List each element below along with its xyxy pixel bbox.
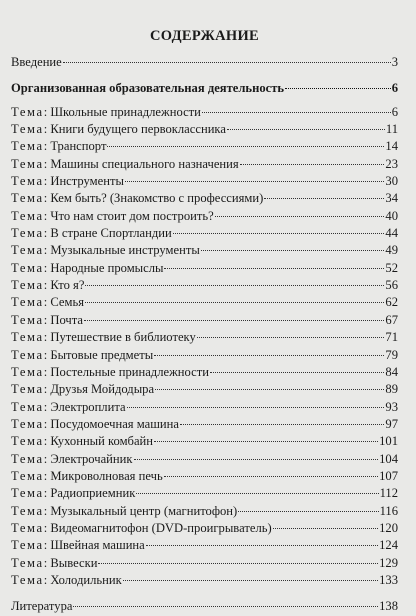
topic-prefix: Тема [11, 520, 44, 535]
toc-topic-entry[interactable] [11, 277, 398, 294]
topic-name: Транспорт [50, 139, 107, 154]
dot-leader [264, 198, 384, 199]
topic-name: Кухонный комбайн [50, 434, 154, 449]
dot-leader [134, 459, 379, 460]
toc-topic-entry[interactable] [11, 503, 398, 520]
toc-topic-entry[interactable] [11, 121, 398, 138]
toc-topic-entry[interactable] [11, 572, 398, 589]
toc-page-number: 67 [385, 312, 398, 327]
toc-page-number: 11 [385, 122, 398, 137]
dot-leader [125, 181, 384, 182]
topic-prefix: Тема [11, 382, 44, 397]
toc-section-label: Организованная образовательная деятельность [11, 81, 285, 96]
toc-topic-entry[interactable] [11, 485, 398, 502]
topic-name: Швейная машина [50, 538, 145, 553]
toc-page-number: 40 [385, 208, 398, 223]
dot-leader [240, 164, 385, 165]
toc-page-number: 6 [391, 81, 398, 96]
toc-entry-intro[interactable] [11, 54, 398, 71]
topic-prefix: Тема [11, 122, 44, 137]
toc-topic-label: Тема: Микроволновая печь [11, 468, 163, 483]
topic-prefix: Тема [11, 312, 44, 327]
topic-prefix: Тема [11, 104, 44, 119]
toc-topic-label: Тема: Почта [11, 312, 83, 327]
page-title: СОДЕРЖАНИЕ [149, 28, 260, 44]
dot-leader [146, 545, 378, 546]
toc-topic-label: Тема: Что нам стоит дом построить? [11, 208, 214, 223]
dot-leader [154, 355, 384, 356]
toc-topic-label: Тема: Посудомоечная машина [11, 416, 179, 431]
toc-topic-entry[interactable] [11, 294, 398, 311]
toc-topic-label: Тема: Электрочайник [11, 451, 133, 466]
dot-leader [215, 216, 385, 217]
toc-page-number: 138 [379, 599, 398, 614]
topic-prefix: Тема [11, 208, 44, 223]
toc-entry-literature[interactable] [11, 598, 398, 615]
topic-name: Почта [50, 312, 83, 327]
toc-topic-list [11, 104, 398, 590]
toc-topic-label: Тема: Музыкальный центр (магнитофон) [11, 503, 238, 518]
dot-leader [197, 337, 385, 338]
topic-prefix: Тема [11, 295, 44, 310]
dot-leader [107, 146, 384, 147]
toc-page-number: 124 [379, 538, 398, 553]
topic-name: Книги будущего первоклассника [50, 122, 226, 137]
toc-topic-label: Тема: Постельные принадлежности [11, 364, 209, 379]
toc-page-number: 116 [379, 503, 398, 518]
toc-page-number: 107 [379, 468, 398, 483]
topic-name: Видеомагнитофон (DVD-проигрыватель) [50, 520, 272, 535]
toc-topic-entry[interactable] [11, 381, 398, 398]
toc-page-number: 14 [385, 139, 398, 154]
topic-name: Школьные принадлежности [50, 104, 201, 119]
toc-topic-label: Тема: Музыкальные инструменты [11, 243, 200, 258]
dot-leader [98, 563, 378, 564]
toc-page-number: 79 [385, 347, 398, 362]
toc-topic-label: Тема: Народные промыслы [11, 260, 164, 275]
toc-topic-entry[interactable] [11, 260, 398, 277]
toc-page-number: 97 [385, 416, 398, 431]
toc-topic-entry[interactable] [11, 433, 398, 450]
toc-page-number: 104 [379, 451, 398, 466]
topic-name: Семья [50, 295, 84, 310]
toc-topic-entry[interactable] [11, 347, 398, 364]
topic-prefix: Тема [11, 503, 44, 518]
toc-topic-label: Тема: Швейная машина [11, 538, 145, 553]
dot-leader [136, 493, 378, 494]
toc-topic-entry[interactable] [11, 537, 398, 554]
topic-name: Машины специального назначения [50, 156, 239, 171]
toc-page-number: 129 [379, 555, 398, 570]
dot-leader [180, 424, 384, 425]
topic-name: Вывески [50, 555, 98, 570]
topic-name: Музыкальные инструменты [50, 243, 200, 258]
toc-topic-label: Тема: Машины специального назначения [11, 156, 239, 171]
topic-name: В стране Спортландии [50, 226, 172, 241]
topic-prefix: Тема [11, 555, 44, 570]
dot-leader [127, 407, 385, 408]
topic-name: Друзья Мойдодыра [50, 382, 155, 397]
toc-topic-entry[interactable] [11, 364, 398, 381]
toc-topic-entry[interactable] [11, 225, 398, 242]
topic-prefix: Тема [11, 330, 44, 345]
toc-topic-entry[interactable] [11, 242, 398, 259]
dot-leader [285, 88, 391, 89]
topic-name: Инструменты [50, 174, 124, 189]
topic-prefix: Тема [11, 191, 44, 206]
toc-topic-label: Тема: В стране Спортландии [11, 226, 172, 241]
topic-prefix: Тема [11, 156, 44, 171]
toc-topic-entry[interactable] [11, 173, 398, 190]
toc-topic-entry[interactable] [11, 520, 398, 537]
topic-name: Народные промыслы [50, 260, 164, 275]
topic-prefix: Тема [11, 260, 44, 275]
dot-leader [123, 580, 378, 581]
toc-page-number: 23 [385, 156, 398, 171]
topic-name: Холодильник [50, 572, 122, 587]
toc-topic-entry[interactable] [11, 468, 398, 485]
toc-page-number: 44 [385, 226, 398, 241]
dot-leader [63, 62, 391, 63]
toc-page-number: 71 [385, 330, 398, 345]
toc-page-number: 52 [385, 260, 398, 275]
topic-name: Постельные принадлежности [50, 364, 209, 379]
toc-topic-entry[interactable] [11, 104, 398, 121]
dot-leader [84, 320, 384, 321]
dot-leader [164, 268, 384, 269]
toc-topic-label: Тема: Друзья Мойдодыра [11, 382, 155, 397]
dot-leader [238, 511, 378, 512]
topic-prefix: Тема [11, 486, 44, 501]
dot-leader [85, 285, 384, 286]
topic-prefix: Тема [11, 451, 44, 466]
toc-page-number: 133 [379, 572, 398, 587]
toc-topic-entry[interactable] [11, 555, 398, 572]
topic-name: Посудомоечная машина [50, 416, 179, 431]
dot-leader [273, 528, 378, 529]
toc-topic-label: Тема: Бытовые предметы [11, 347, 154, 362]
topic-name: Путешествие в библиотеку [50, 330, 196, 345]
toc-topic-label: Тема: Школьные принадлежности [11, 104, 201, 119]
toc-topic-entry[interactable] [11, 399, 398, 416]
toc-page-number: 93 [385, 399, 398, 414]
topic-prefix: Тема [11, 139, 44, 154]
toc-page-number: 49 [385, 243, 398, 258]
toc-topic-label: Тема: Радиоприемник [11, 486, 136, 501]
toc-section-heading[interactable] [11, 80, 398, 97]
dot-leader [164, 476, 378, 477]
dot-leader [85, 302, 384, 303]
topic-name: Микроволновая печь [50, 468, 163, 483]
topic-prefix: Тема [11, 174, 44, 189]
toc-topic-label: Тема: Инструменты [11, 174, 124, 189]
toc-topic-entry[interactable] [11, 138, 398, 155]
toc-page-number: 84 [385, 364, 398, 379]
toc-page-number: 62 [385, 295, 398, 310]
toc-topic-label: Тема: Путешествие в библиотеку [11, 330, 196, 345]
topic-prefix: Тема [11, 399, 44, 414]
toc-topic-entry[interactable] [11, 156, 398, 173]
topic-prefix: Тема [11, 278, 44, 293]
toc-entry-label: Литература [11, 599, 73, 614]
dot-leader [202, 112, 391, 113]
topic-prefix: Тема [11, 538, 44, 553]
dot-leader [210, 372, 384, 373]
toc-topic-entry[interactable] [11, 329, 398, 346]
toc-page-number: 112 [379, 486, 398, 501]
topic-prefix: Тема [11, 572, 44, 587]
toc-topic-entry[interactable] [11, 190, 398, 207]
toc-page-number: 6 [391, 104, 398, 119]
toc-topic-label: Тема: Кто я? [11, 278, 85, 293]
topic-prefix: Тема [11, 468, 44, 483]
topic-name: Бытовые предметы [50, 347, 154, 362]
toc-topic-label: Тема: Книги будущего первоклассника [11, 122, 226, 137]
toc-page-number: 120 [379, 520, 398, 535]
dot-leader [173, 233, 385, 234]
dot-leader [227, 129, 385, 130]
toc-topic-label: Тема: Электроплита [11, 399, 126, 414]
toc-entry-label: Введение [11, 55, 62, 69]
toc-topic-label: Тема: Транспорт [11, 139, 107, 154]
toc-topic-entry[interactable] [11, 312, 398, 329]
topic-prefix: Тема [11, 364, 44, 379]
topic-name: Музыкальный центр (магнитофон) [50, 503, 238, 518]
toc-topic-label: Тема: Кухонный комбайн [11, 434, 154, 449]
topic-prefix: Тема [11, 226, 44, 241]
topic-name: Электрочайник [50, 451, 133, 466]
toc-topic-entry[interactable] [11, 416, 398, 433]
topic-prefix: Тема [11, 347, 44, 362]
dot-leader [73, 606, 378, 607]
topic-name: Кто я? [50, 278, 85, 293]
dot-leader [154, 441, 378, 442]
toc-topic-label: Тема: Семья [11, 295, 84, 310]
topic-prefix: Тема [11, 243, 44, 258]
toc-topic-entry[interactable] [11, 451, 398, 468]
toc-page-number: 101 [379, 434, 398, 449]
toc-topic-label: Тема: Кем быть? (Знакомство с профессиями) [11, 191, 264, 206]
topic-name: Электроплита [50, 399, 126, 414]
toc-topic-label: Тема: Видеомагнитофон (DVD-проигрыватель) [11, 520, 272, 535]
topic-name: Кем быть? (Знакомство с профессиями) [50, 191, 264, 206]
topic-prefix: Тема [11, 416, 44, 431]
dot-leader [201, 250, 385, 251]
toc-page-number: 89 [385, 382, 398, 397]
dot-leader [155, 389, 384, 390]
toc-page-number: 56 [385, 278, 398, 293]
toc-page-number: 30 [385, 174, 398, 189]
topic-name: Что нам стоит дом построить? [50, 208, 214, 223]
toc-topic-label: Тема: Вывески [11, 555, 98, 570]
toc-page-number: 34 [385, 191, 398, 206]
toc-topic-label: Тема: Холодильник [11, 572, 122, 587]
toc-topic-entry[interactable] [11, 208, 398, 225]
toc-page-number: 3 [391, 55, 398, 69]
topic-name: Радиоприемник [50, 486, 136, 501]
topic-prefix: Тема [11, 434, 44, 449]
